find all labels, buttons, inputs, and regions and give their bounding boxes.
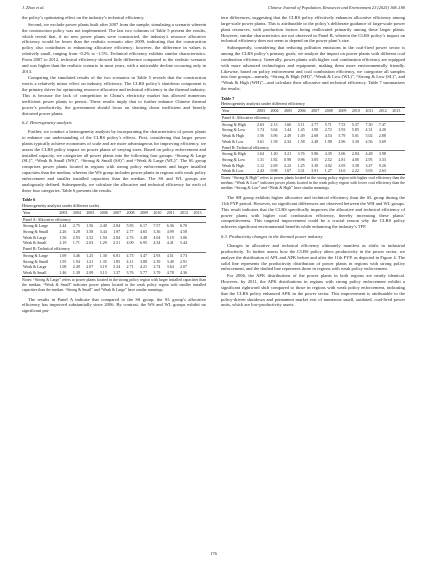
table-cell: 2.63 bbox=[378, 168, 392, 174]
table-cell: 5.77 bbox=[139, 270, 152, 276]
table-note: Notes: “Strong & Large” refers to power plants located in the strong policy region with larger installed capacities than the median; “Weak & Small” indicates power plants located in the weak policy region with smaller installed capacities than the median. “Strong & Small” and “Weak & Large” have similar meanings. bbox=[22, 277, 206, 292]
table-cell: 0.98 bbox=[270, 168, 284, 174]
table-cell: 6.36 bbox=[166, 223, 174, 229]
table-cell: 3.06 bbox=[338, 151, 346, 157]
table-cell: 1.58 bbox=[270, 138, 278, 144]
row-label: Strong & High bbox=[222, 121, 246, 127]
table-cell: 1.97 bbox=[113, 228, 121, 234]
table-cell: 2.39 bbox=[153, 258, 161, 264]
left-column bbox=[22, 15, 206, 315]
table-title: Table 7 bbox=[221, 95, 235, 101]
paragraph: Subsequently, considering that reducing pollution emissions in the coal-fired power sector is among the CLRS policy’s primary goals, we analyze the impact on power plants with different coal combustion efficiency. Generally, power plants with higher coal combustion efficiency are equipped with more advanced technologies and equipment, making them more environmentally friendly. Likewise, based on policy enforcement and coal combustion efficiency, we categorize all samples into four groups—namely, “Strong & High (SH)”, “Weak & Low (WL)”, “Strong & Low (SL)”, and “Weak & High (WH)”—and calculate their allocative and technical efficiency. Table 7 summarizes the results. bbox=[221, 45, 405, 92]
table-cell: 3.93 bbox=[338, 127, 346, 133]
row-label: Strong & Low bbox=[222, 127, 246, 133]
table-body bbox=[221, 115, 405, 175]
table-cell: 3.19 bbox=[99, 264, 107, 270]
table-cell: 1.08 bbox=[59, 264, 67, 270]
table-cell: 3.38 bbox=[351, 162, 359, 168]
table-cell: 1.94 bbox=[72, 258, 80, 264]
table-cell: 1.21 bbox=[86, 258, 94, 264]
header-cell: 2013 bbox=[193, 209, 202, 215]
table-cell: 2.84 bbox=[113, 234, 121, 240]
table-cell: 4.36 bbox=[179, 270, 192, 276]
table-cell: 1.67 bbox=[283, 168, 297, 174]
table-cell: 5.02 bbox=[365, 133, 373, 139]
table-cell: 5.37 bbox=[351, 121, 359, 127]
header-cell: 2006 bbox=[297, 108, 306, 114]
panel-row bbox=[221, 115, 405, 122]
table-cell: 1.85 bbox=[113, 258, 121, 264]
table-cell: 5.71 bbox=[324, 121, 332, 127]
header-cell: 2005 bbox=[86, 209, 95, 215]
table-cell: 4.00 bbox=[351, 157, 359, 162]
table-cell: 2.91 bbox=[180, 258, 188, 264]
table-cell: 4.41 bbox=[166, 240, 174, 246]
table-cell: 4.65 bbox=[139, 228, 147, 234]
table-cell: 5.01 bbox=[351, 133, 359, 139]
table-cell: 1.49 bbox=[297, 133, 305, 139]
table-cell: 2.93 bbox=[72, 234, 80, 240]
table-cell: 1.31 bbox=[256, 157, 264, 162]
table-cell: 2.81 bbox=[338, 157, 346, 162]
table-cell: 2.34 bbox=[284, 138, 292, 144]
table-cell: 7.57 bbox=[153, 223, 161, 229]
table-cell: 2.07 bbox=[86, 264, 94, 270]
table-cell: 3.46 bbox=[72, 252, 80, 258]
table-cell: 2.52 bbox=[324, 157, 332, 162]
paragraph: Second, we exclude power plants built after 2007 from the sample, simulating a scenario wherein the construction policy was not implemented. The last two columns of Table 5 present the results, which reveal that, if no new power plants were constructed, the industry’s resource allocative efficiency would be lower than the realistic scenario after 2009, indicating that the construction policy also contributes to enhancing allocative efficiency; however, the difference in values is relatively small, ranging from -0.2% to -1.5%. Technical efficiency exhibits similar characteristics. From 2007 to 2012, technical efficiency showed little difference compared to the realistic scenario and was higher than the realistic scenario in most years, with a noticeable decline occurring only in 2013. bbox=[22, 21, 206, 74]
table-cell: 1.56 bbox=[59, 234, 67, 240]
table-cell: 1.45 bbox=[297, 127, 305, 133]
row-label: Strong & Large bbox=[23, 252, 49, 258]
header-cell: 2010 bbox=[153, 209, 162, 215]
table-cell: 4.54 bbox=[153, 240, 161, 246]
table-row bbox=[22, 270, 206, 276]
running-header bbox=[22, 5, 405, 14]
table-6 bbox=[22, 209, 206, 277]
row-label: Weak & Low bbox=[222, 138, 244, 144]
table-cell: 1.39 bbox=[72, 270, 85, 276]
header-cell: 2007 bbox=[311, 108, 320, 114]
table-cell: 4.56 bbox=[365, 138, 373, 144]
table-cell: 1.64 bbox=[256, 151, 264, 157]
table-cell: 1.71 bbox=[72, 240, 80, 246]
table-cell: 2.93 bbox=[153, 252, 161, 258]
table-cell: 4.21 bbox=[139, 264, 147, 270]
table-cell: 1.95 bbox=[59, 258, 67, 264]
header-cell: 2005 bbox=[284, 108, 293, 114]
table-cell: 9.26 bbox=[378, 162, 386, 168]
table-cell: 6.17 bbox=[139, 223, 147, 229]
table-cell: 4.04 bbox=[153, 234, 161, 240]
table-cell: 4.20 bbox=[378, 127, 386, 133]
table-cell: 3.40 bbox=[166, 258, 174, 264]
header-cell: Year bbox=[222, 108, 230, 114]
table-cell: 7.47 bbox=[378, 121, 386, 127]
table-cell: 2.69 bbox=[270, 162, 278, 168]
paragraph: Comparing the simulated results of the two scenarios in Table 5 reveals that the construction exerts a relatively minor effect on industry efficiency. The CLRS policy’s shutdown component is the primary driver for optimizing resource allocative and technical efficiency in the thermal industry. This is because the lack of competition in China’s electricity market has allowed numerous inefficient power plants to persist. These results imply that to further enhance Chinese thermal power’s productivity, the government should focus on shutting down inefficient and heavily distorted power plants. bbox=[22, 75, 206, 116]
table-cell: 1.44 bbox=[284, 127, 292, 133]
table-cell: 1.46 bbox=[58, 270, 71, 276]
row-label: Weak & High bbox=[222, 162, 245, 168]
table-cell: 5.85 bbox=[351, 127, 359, 133]
row-label: Weak & Low bbox=[221, 168, 256, 174]
header-cell: 2011 bbox=[365, 108, 374, 114]
table-cell: 2.19 bbox=[59, 240, 67, 246]
table-cell: 3.96 bbox=[270, 133, 278, 139]
panel-title: Panel B: Technical efficiency bbox=[221, 145, 405, 151]
table-cell: 4.48 bbox=[365, 151, 373, 157]
table-cell: 3.11 bbox=[297, 121, 305, 127]
row-label: Strong & High bbox=[222, 151, 246, 157]
paragraph: The results in Panel A indicate that compared to the SS group, the SL group’s allocative efficiency has improved substantially since 2006. By contrast, the WS and WL groups exhibit no significant pat- bbox=[22, 296, 206, 314]
row-label: Weak & High bbox=[222, 133, 245, 139]
table-cell: 2.96 bbox=[338, 138, 346, 144]
table-cell: 7.53 bbox=[338, 121, 346, 127]
table-cell: 4.09 bbox=[126, 240, 134, 246]
table-cell: 6.70 bbox=[180, 223, 188, 229]
table-cell: 3.36 bbox=[153, 228, 161, 234]
paragraph: Changes in allocative and technical efficiency ultimately manifest as shifts in industrial productivity. To further assess how the CLRS policy alters productivity in the power sector, we analyze the distribution of APL and APK before and after the 11th FYP, as depicted in Figure 4. The solid line represents the productivity distribution of power plants in regions with strong policy enforcement, and the dashed line represents those in regions with weak policy enforcement. bbox=[221, 243, 405, 272]
table-cell: 1.90 bbox=[311, 127, 319, 133]
table-cell: 4.39 bbox=[324, 151, 332, 157]
table-cell: 2.72 bbox=[324, 127, 332, 133]
table-cell: 7.30 bbox=[365, 121, 373, 127]
table-cell: 3.34 bbox=[113, 264, 121, 270]
table-cell: 3.88 bbox=[139, 258, 147, 264]
table-cell: 2.48 bbox=[311, 138, 319, 144]
table-cell: 2.07 bbox=[180, 264, 188, 270]
panel-title: Panel A: Allocative efficiency bbox=[22, 216, 206, 223]
table-cell: 1.50 bbox=[99, 234, 107, 240]
table-cell: 2.49 bbox=[284, 133, 292, 139]
table-cell: 2.51 bbox=[113, 240, 121, 246]
table-cell: 2.77 bbox=[126, 228, 134, 234]
table-cell: 5.79 bbox=[338, 133, 346, 139]
table-7 bbox=[221, 107, 405, 175]
table-cell: 3.30 bbox=[311, 162, 319, 168]
table-cell: 5.19 bbox=[166, 234, 174, 240]
table-header-row bbox=[22, 209, 206, 216]
row-label: Strong & Small bbox=[23, 258, 49, 264]
section-heading: 6.3. Productivity changes in the thermal power industry bbox=[221, 234, 323, 240]
header-cell: 2007 bbox=[113, 209, 122, 215]
table-cell: 2.03 bbox=[86, 240, 94, 246]
table-cell: 3.13 bbox=[99, 270, 112, 276]
panel-title: Panel B: Technical efficiency bbox=[22, 246, 206, 252]
table-cell: 2.43 bbox=[256, 168, 270, 174]
table-cell: 5.44 bbox=[180, 240, 188, 246]
table-cell: 4.11 bbox=[126, 258, 134, 264]
header-authors: J. Zhao et al. bbox=[22, 5, 45, 10]
table-cell: 1.56 bbox=[256, 133, 264, 139]
table-header-row bbox=[221, 108, 405, 115]
paragraph: The SH group exhibits higher allocative and technical efficiency than the SL group during the 11th FYP period. However, no significant differences are observed between the WH and WL groups. This result indicates that the CLRS specifically improves the allocative and technical efficiency of power plants with higher coal combustion efficiency, thereby increasing these plants’ competitiveness. This targeted improvement could be a crucial reason why the CLRS policy achieves significant environmental benefits while enhancing the industry’s TFP. bbox=[221, 195, 405, 230]
table-cell: 0.98 bbox=[284, 157, 292, 162]
table-cell: 3.98 bbox=[378, 151, 386, 157]
table-cell: 2.22 bbox=[284, 162, 292, 168]
table-cell: 1.37 bbox=[112, 270, 125, 276]
header-cell: 2008 bbox=[126, 209, 135, 215]
row-label: Strong & Low bbox=[222, 157, 246, 162]
table-cell: 3.85 bbox=[311, 157, 319, 162]
table-cell: 1.27 bbox=[324, 168, 338, 174]
table-cell: 2.71 bbox=[126, 264, 134, 270]
table-cell: 3.64 bbox=[166, 264, 174, 270]
table-cell: 2.09 bbox=[85, 270, 98, 276]
table-cell: 4.99 bbox=[166, 228, 174, 234]
table-cell bbox=[192, 270, 206, 276]
paragraph: Further, we conduct a heterogeneity analysis by incorporating the characteristics of power plants to enhance our understanding of the CLRS policy’s effects. First, considering that larger power plants typically achieve economies of scale and are more advantageous for improving efficiency, we assess the CLRS policy impact on power plants of varying sizes. Based on policy enforcement and installed capacity, we categorize all power plants into the following four groups: “Strong & Large (SL)”, “Weak & Small (WS)”, “Strong & Small (SS)”, and “Weak & Large (WL)”. The SL group comprises power plants located in regions with strong policy enforcement and larger installed capacities than the median, whereas the WS group includes power plants in regions with weak policy enforcement and smaller installed capacities than the median. The SS and WL groups are analogously defined. Subsequently, we calculate the allocative and technical efficiency for each of these four categories. Table 6 presents the results. bbox=[22, 129, 207, 193]
table-row bbox=[221, 168, 405, 174]
header-cell: 2009 bbox=[338, 108, 347, 114]
table-title: Table 6 bbox=[22, 197, 36, 203]
table-cell: 2.40 bbox=[99, 223, 107, 229]
table-cell: 1.58 bbox=[297, 138, 305, 144]
table-cell: 5.95 bbox=[126, 223, 134, 229]
table-cell: 2.44 bbox=[59, 223, 67, 229]
table-cell: 4.73 bbox=[126, 252, 134, 258]
table-cell: 3.47 bbox=[139, 252, 147, 258]
table-cell: 2.75 bbox=[72, 223, 80, 229]
header-cell: 2013 bbox=[392, 108, 401, 114]
header-cell: 2004 bbox=[72, 209, 81, 215]
table-caption bbox=[22, 197, 206, 207]
table-cell: 3.79 bbox=[152, 270, 165, 276]
header-cell: 2008 bbox=[324, 108, 333, 114]
table-cell: 2.68 bbox=[311, 133, 319, 139]
table-body bbox=[22, 216, 206, 276]
table-cell: 3.76 bbox=[297, 151, 305, 157]
table-cell: 3.31 bbox=[297, 168, 311, 174]
table-cell: 3.47 bbox=[365, 162, 373, 168]
table-cell: 2.88 bbox=[378, 133, 386, 139]
table-cell: 3.69 bbox=[378, 138, 386, 144]
table-cell: 3.44 bbox=[99, 228, 107, 234]
header-journal: Chinese Journal of Population, Resources and Environment 23 (2025) 168–180 bbox=[267, 5, 405, 10]
table-cell: 2.22 bbox=[351, 168, 365, 174]
table-cell: 1.98 bbox=[324, 138, 332, 144]
panel-row bbox=[22, 216, 206, 223]
table-note: Notes: “Strong & High” refers to power plants located in the strong policy region with higher coal efficiency than the median; “Weak & Low” indicates power plants located in the weak policy region with lower coal efficiency than the median. “Strong & Low” and “Weak & High” have similar meanings. bbox=[221, 176, 405, 191]
paragraph: the policy’s optimizing effect on the industry’s technical efficiency. bbox=[22, 15, 145, 20]
table-cell: 1.20 bbox=[270, 151, 278, 157]
table-cell: 3.30 bbox=[351, 138, 359, 144]
table-cell: 6.81 bbox=[113, 252, 121, 258]
right-column bbox=[221, 15, 405, 309]
table-cell: 4.31 bbox=[365, 127, 373, 133]
table-cell: 4.78 bbox=[166, 270, 179, 276]
header-cell: 2012 bbox=[378, 108, 387, 114]
header-cell: 2006 bbox=[99, 209, 108, 215]
table-cell: 2.84 bbox=[351, 151, 359, 157]
table-cell: 4.58 bbox=[180, 228, 188, 234]
table-cell: 3.61 bbox=[256, 138, 264, 144]
table-cell: 4.51 bbox=[166, 252, 174, 258]
row-label: Strong & Small bbox=[23, 228, 49, 234]
table-cell: 3.91 bbox=[310, 168, 324, 174]
table-caption bbox=[221, 96, 405, 106]
table-cell: 3.58 bbox=[86, 228, 94, 234]
table-cell: 3.21 bbox=[284, 151, 292, 157]
header-cell: 2009 bbox=[139, 209, 148, 215]
header-cell: Year bbox=[23, 209, 31, 215]
table-cell: 1.74 bbox=[256, 127, 264, 133]
table-cell: 3.28 bbox=[72, 228, 80, 234]
table-cell: 2.13 bbox=[270, 121, 278, 127]
table-cell bbox=[391, 168, 405, 174]
table-cell: 2.49 bbox=[72, 264, 80, 270]
table-cell: 4.54 bbox=[324, 133, 332, 139]
row-label: Weak & Small bbox=[22, 270, 58, 276]
table-cell: 3.64 bbox=[270, 127, 278, 133]
table-cell: 1.25 bbox=[86, 252, 94, 258]
table-cell: 5.86 bbox=[311, 151, 319, 157]
table-cell: 1.82 bbox=[270, 157, 278, 162]
table-cell: 3.06 bbox=[180, 234, 188, 240]
table-cell: 1.30 bbox=[99, 252, 107, 258]
table-cell: 1.66 bbox=[284, 121, 292, 127]
table-cell: 1.29 bbox=[99, 240, 107, 246]
table-cell: 0.96 bbox=[297, 157, 305, 162]
page-number: 176 bbox=[210, 551, 217, 556]
table-cell: 3.48 bbox=[139, 234, 147, 240]
table-cell: 2.84 bbox=[113, 223, 121, 229]
row-label: Weak & Large bbox=[23, 264, 47, 270]
panel-title: Panel A: Allocative efficiency bbox=[221, 115, 405, 122]
table-cell: 4.02 bbox=[324, 162, 332, 168]
header-cell: 2003 bbox=[256, 108, 265, 114]
table-cell: 2.77 bbox=[311, 121, 319, 127]
table-cell: 1.69 bbox=[59, 252, 67, 258]
table-cell: 1.12 bbox=[256, 162, 264, 168]
table-cell: 6.95 bbox=[139, 240, 147, 246]
table-cell: 1.25 bbox=[297, 162, 305, 168]
table-cell: 2.74 bbox=[153, 264, 161, 270]
paragraph: tern differences, suggesting that the CLRS policy effectively enhances allocative efficiency among large-scale power plants. This is attributable to the policy’s deliberate guidance of large-scale power plant resources, with production factors being reallocated primarily among these larger plants. However, similar characteristics are not observed in Panel B, wherein the CLRS policy’s impact on technical efficiency does not seem to depend on the power plant’s size. bbox=[221, 15, 405, 44]
table-subtitle: Heterogeneity analysis under different efficiency bbox=[221, 101, 306, 107]
table-cell: 1.35 bbox=[99, 258, 107, 264]
header-cell: 2011 bbox=[166, 209, 175, 215]
table-cell: 3.03 bbox=[364, 168, 377, 174]
header-cell: 2004 bbox=[270, 108, 279, 114]
section-heading: 6.2. Heterogeneity analysis bbox=[22, 120, 72, 126]
table-cell: 3.76 bbox=[126, 270, 139, 276]
table-cell: 2.26 bbox=[59, 228, 67, 234]
header-cell: 2010 bbox=[351, 108, 360, 114]
table-cell: 2.95 bbox=[365, 157, 373, 162]
table-cell: 3.73 bbox=[180, 252, 188, 258]
row-label: Strong & Large bbox=[23, 223, 49, 229]
table-cell: 13.6 bbox=[337, 168, 351, 174]
table-cell: 2.63 bbox=[256, 121, 264, 127]
row-label: Weak & Small bbox=[23, 240, 47, 246]
table-cell: 1.56 bbox=[86, 223, 94, 229]
paragraph: For 2006, the APK distributions of the power plants in both regions are nearly identical. However, by 2011, the APK distributions in regions with strong policy enforcement exhibit a significant rightward shift compared to those in regions with weak policy enforcement, indicating that the CLRS policy enhanced APK in the power sector. This improvement is attributable to the policy-driven shutdown and permanent market exit of numerous small, outdated, coal-fired power units, which are low-productivity assets. bbox=[221, 273, 405, 308]
table-cell: 2.76 bbox=[126, 234, 134, 240]
row-label: Weak & Large bbox=[23, 234, 47, 240]
header-cell: 2003 bbox=[59, 209, 68, 215]
table-cell: 3.05 bbox=[338, 162, 346, 168]
header-cell: 2012 bbox=[180, 209, 189, 215]
table-cell: 2.52 bbox=[86, 234, 94, 240]
table-cell: 3.33 bbox=[378, 157, 386, 162]
table-subtitle: Heterogeneity analysis under different scales bbox=[22, 202, 100, 208]
